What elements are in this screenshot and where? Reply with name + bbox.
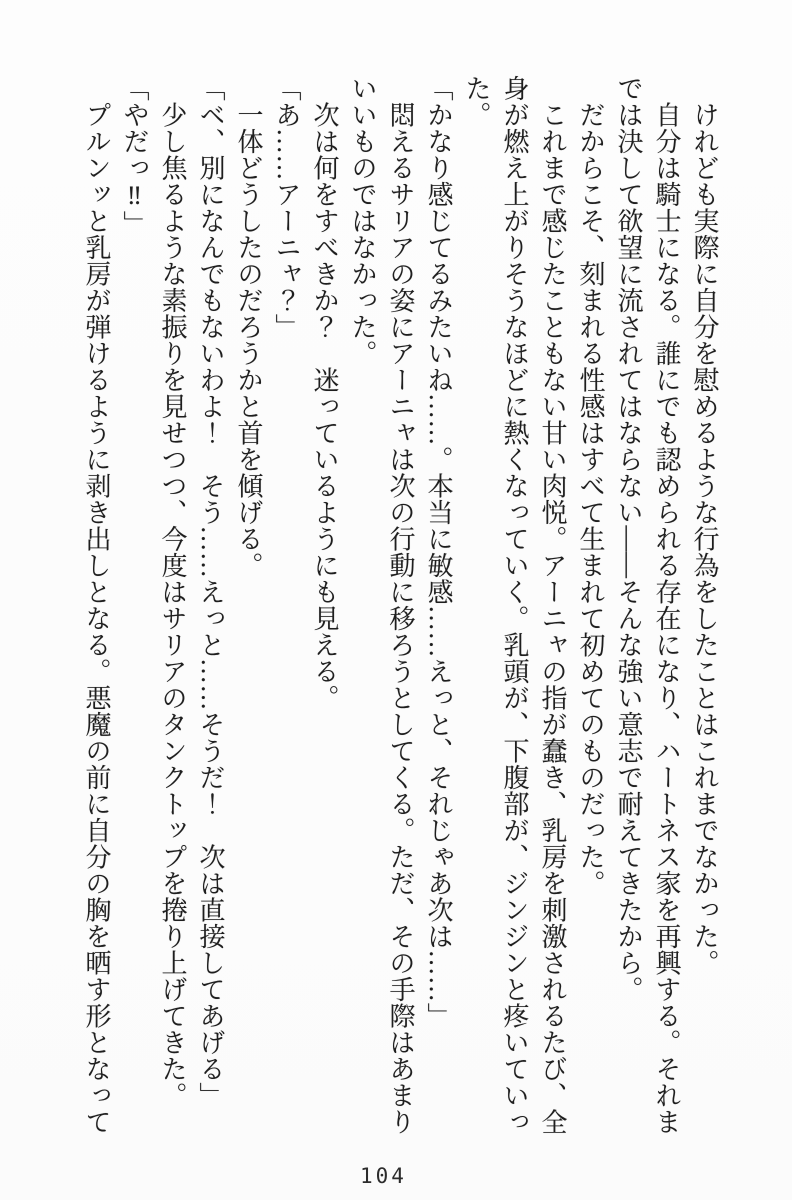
paragraph-13: プルンッと乳房が弾けるように剥き出しとなる。悪魔の前に自分の胸を晒す形となって [82,75,111,1135]
paragraph-7: 次は何をすべきか？ 迷っているようにも見える。 [310,75,339,711]
page-text [77,75,723,1135]
paragraph-3: だからこそ、刻まれる性感はすべて生まれて初めてのものだった。 [576,75,605,897]
page-number: 104 [360,1164,407,1188]
paragraph-6: 悶えるサリアの姿にアーニャは次の行動に移ろうとしてくる。ただ、その手際はあまりいいものではなかった。 [348,75,415,1135]
paragraph-10-dialogue: 「ベ、別になんでもないわよ！ そう……えっと……そうだ！ 次は直接してあげる」 [196,75,225,1109]
paragraph-8-dialogue: 「あ……アーニャ？」 [272,75,301,340]
paragraph-12-dialogue: 「やだっ‼」 [120,75,149,237]
paragraph-11: 少し焦るような素振りを見せつつ、今度はサリアのタンクトップを捲り上げてきた。 [158,75,187,1109]
paragraph-2: 自分は騎士になる。誰にでも認められる存在になり、ハートネス家を再興する。それまでは決して欲望に流されてはならない――そんな強い意志で耐えてきたから。 [614,75,681,1135]
paragraph-1: けれども実際に自分を慰めるような行為をしたことはこれまでなかった。 [690,75,719,976]
paragraph-9: 一体どうしたのだろうかと首を傾げる。 [234,75,263,579]
paragraph-5-dialogue: 「かなり感じてるみたいね……。本当に敏感……えっと、それじゃあ次は……」 [424,75,453,1029]
paragraph-4: これまで感じたこともない甘い肉悦。アーニャの指が蠢き、乳房を刺激されるたび、全身が燃え上がりそうなほどに熱くなっていく。乳頭が、下腹部が、ジンジンと疼いていった。 [462,75,567,1135]
